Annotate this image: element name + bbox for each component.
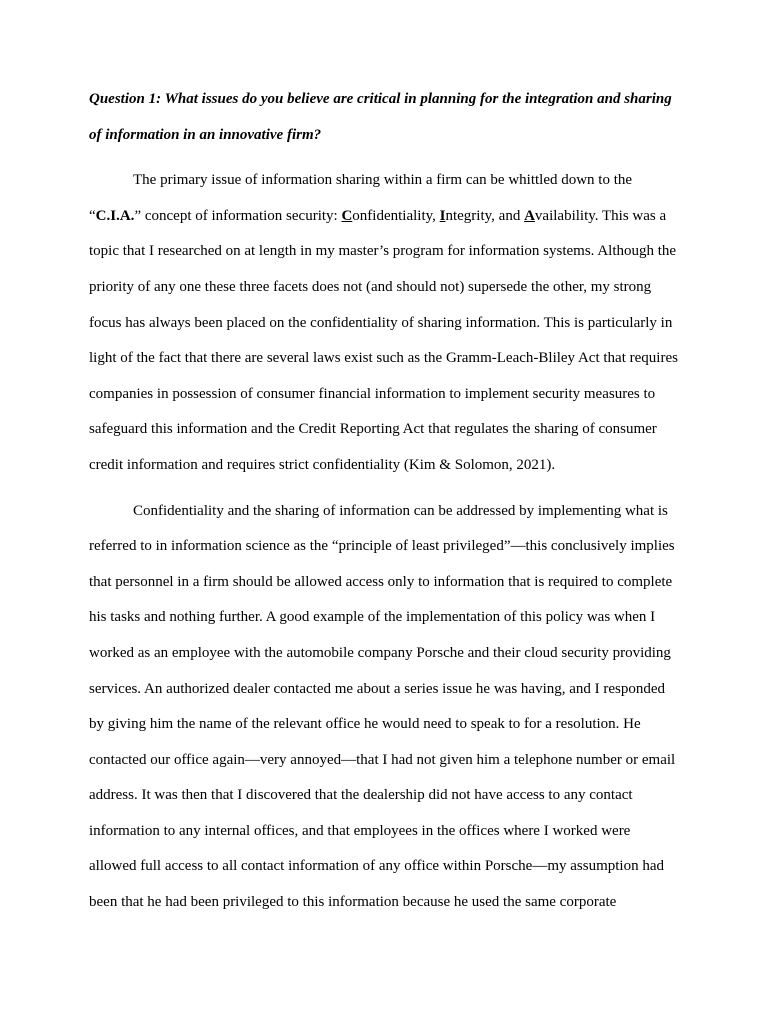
a-letter: A — [524, 207, 535, 224]
i-rest: ntegrity, and — [445, 207, 525, 224]
a-rest: vailability. — [534, 207, 599, 224]
c-letter: C — [341, 207, 353, 224]
i-letter: I — [439, 207, 446, 224]
paragraph-cia-intro: The primary issue of information sharing within a firm can be whittled down to the — [133, 172, 633, 189]
c-rest: onfidentiality, — [352, 207, 440, 224]
after-cia-text: ” concept of information security: — [134, 207, 342, 224]
question-heading: Question 1: What issues do you believe are critical in planning for the integration and sharing of information in an innovative firm? — [89, 91, 672, 143]
document-page — [89, 82, 681, 931]
paragraph-least-privilege: Confidentiality and the sharing of information can be addressed by implementing what is referred to in information science as the “principle of least privileged”—this conclusively implies that personnel in a firm should be allowed access only to information that is required to complete his tasks and nothing further. A good example of the implementation of this policy was when I worked as an employee with the automobile company Porsche and their cloud security providing services. An authorized dealer contacted me about a series issue he was having, and I responded by giving him the name of the relevant office he would need to speak to for a resolution. He contacted our office again—very annoyed—that I had not given him a telephone number or email address. It was then that I discovered that the dealership did not have access to any contact information to any internal offices, and that employees in the offices where I worked were allowed full access to all contact information of any office within Porsche—my assumption had been that he had been privileged to this information because he used the same corporate — [89, 502, 676, 911]
cia-acronym: C.I.A. — [95, 207, 135, 224]
paragraph-cia — [89, 163, 681, 483]
open-quote: “ — [89, 207, 96, 224]
paragraph-cia-rest: This was a topic that I researched on at length in my master’s program for information systems. Although the priority of any one these three facets does not (and should not) supersede the other, my strong focus has always been placed on the confidentiality of sharing information. This is particularly in light of the fact that there are several laws exist such as the Gramm-Leach-Bliley Act that requires companies in possession of consumer financial information to implement security measures to safeguard this information and the Credit Reporting Act that regulates the sharing of consumer credit information and requires strict confidentiality (Kim & Solomon, 2021). — [89, 207, 678, 473]
